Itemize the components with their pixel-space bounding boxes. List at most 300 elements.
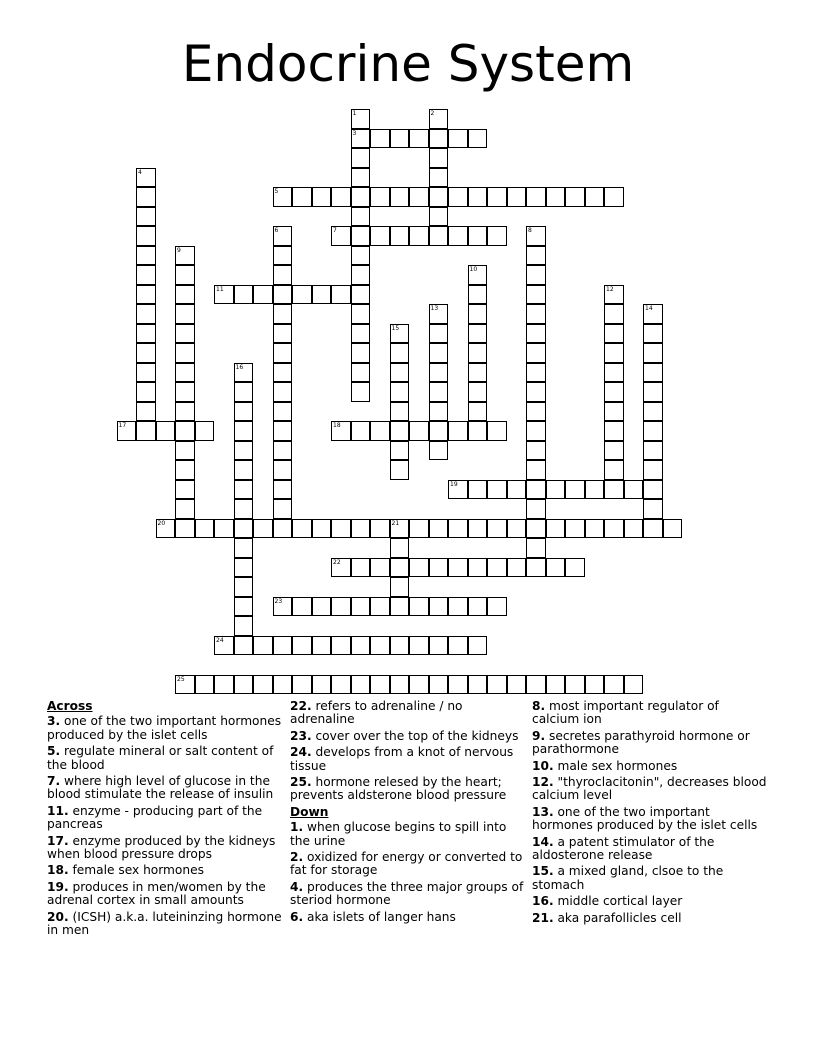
grid-cell[interactable] xyxy=(487,558,507,578)
grid-cell[interactable] xyxy=(136,285,156,305)
grid-cell[interactable] xyxy=(273,343,293,363)
grid-cell[interactable] xyxy=(351,109,371,129)
grid-cell[interactable] xyxy=(526,343,546,363)
grid-cell[interactable] xyxy=(643,402,663,422)
grid-cell[interactable] xyxy=(273,499,293,519)
grid-cell[interactable] xyxy=(429,363,449,383)
grid-cell[interactable] xyxy=(468,343,488,363)
grid-cell[interactable] xyxy=(136,265,156,285)
grid-cell[interactable] xyxy=(448,558,468,578)
grid-cell[interactable] xyxy=(448,421,468,441)
grid-cell[interactable] xyxy=(370,421,390,441)
grid-cell[interactable] xyxy=(273,187,293,207)
grid-cell[interactable] xyxy=(234,499,254,519)
grid-cell[interactable] xyxy=(273,363,293,383)
grid-cell[interactable] xyxy=(429,597,449,617)
grid-cell[interactable] xyxy=(468,519,488,539)
grid-cell[interactable] xyxy=(643,460,663,480)
grid-cell[interactable] xyxy=(526,421,546,441)
grid-cell[interactable] xyxy=(468,636,488,656)
grid-cell[interactable] xyxy=(312,636,332,656)
grid-cell[interactable] xyxy=(604,343,624,363)
grid-cell[interactable] xyxy=(273,441,293,461)
grid-cell[interactable] xyxy=(643,324,663,344)
grid-cell[interactable] xyxy=(390,441,410,461)
grid-cell[interactable] xyxy=(234,519,254,539)
grid-cell[interactable] xyxy=(234,538,254,558)
grid-cell[interactable] xyxy=(604,285,624,305)
grid-cell[interactable] xyxy=(448,519,468,539)
grid-cell[interactable] xyxy=(234,363,254,383)
grid-cell[interactable] xyxy=(624,480,644,500)
grid-cell[interactable] xyxy=(604,187,624,207)
grid-cell[interactable] xyxy=(175,382,195,402)
grid-cell[interactable] xyxy=(643,441,663,461)
grid-cell[interactable] xyxy=(370,597,390,617)
grid-cell[interactable] xyxy=(351,519,371,539)
grid-cell[interactable] xyxy=(390,363,410,383)
grid-cell[interactable] xyxy=(624,519,644,539)
grid-cell[interactable] xyxy=(312,187,332,207)
grid-cell[interactable] xyxy=(292,519,312,539)
grid-cell[interactable] xyxy=(487,519,507,539)
grid-cell[interactable] xyxy=(136,207,156,227)
grid-cell[interactable] xyxy=(351,597,371,617)
grid-cell[interactable] xyxy=(643,382,663,402)
grid-cell[interactable] xyxy=(273,382,293,402)
grid-cell[interactable] xyxy=(370,226,390,246)
grid-cell[interactable] xyxy=(351,187,371,207)
grid-cell[interactable] xyxy=(156,421,176,441)
grid-cell[interactable] xyxy=(331,675,351,695)
grid-cell[interactable] xyxy=(390,460,410,480)
grid-cell[interactable] xyxy=(468,129,488,149)
grid-cell[interactable] xyxy=(370,558,390,578)
grid-cell[interactable] xyxy=(429,441,449,461)
grid-cell[interactable] xyxy=(351,558,371,578)
grid-cell[interactable] xyxy=(351,265,371,285)
grid-cell[interactable] xyxy=(214,285,234,305)
grid-cell[interactable] xyxy=(643,480,663,500)
grid-cell[interactable] xyxy=(214,519,234,539)
grid-cell[interactable] xyxy=(429,304,449,324)
grid-cell[interactable] xyxy=(643,343,663,363)
grid-cell[interactable] xyxy=(526,226,546,246)
grid-cell[interactable] xyxy=(331,519,351,539)
grid-cell[interactable] xyxy=(312,675,332,695)
grid-cell[interactable] xyxy=(234,636,254,656)
grid-cell[interactable] xyxy=(175,343,195,363)
grid-cell[interactable] xyxy=(390,343,410,363)
grid-cell[interactable] xyxy=(468,402,488,422)
grid-cell[interactable] xyxy=(195,421,215,441)
grid-cell[interactable] xyxy=(429,382,449,402)
grid-cell[interactable] xyxy=(234,285,254,305)
grid-cell[interactable] xyxy=(604,324,624,344)
grid-cell[interactable] xyxy=(175,363,195,383)
grid-cell[interactable] xyxy=(409,421,429,441)
grid-cell[interactable] xyxy=(175,324,195,344)
grid-cell[interactable] xyxy=(585,187,605,207)
grid-cell[interactable] xyxy=(234,402,254,422)
grid-cell[interactable] xyxy=(136,343,156,363)
grid-cell[interactable] xyxy=(351,285,371,305)
grid-cell[interactable] xyxy=(351,421,371,441)
grid-cell[interactable] xyxy=(507,187,527,207)
grid-cell[interactable] xyxy=(429,402,449,422)
grid-cell[interactable] xyxy=(331,421,351,441)
grid-cell[interactable] xyxy=(429,207,449,227)
grid-cell[interactable] xyxy=(331,285,351,305)
grid-cell[interactable] xyxy=(273,226,293,246)
grid-cell[interactable] xyxy=(546,558,566,578)
grid-cell[interactable] xyxy=(390,421,410,441)
grid-cell[interactable] xyxy=(409,519,429,539)
grid-cell[interactable] xyxy=(234,441,254,461)
grid-cell[interactable] xyxy=(585,519,605,539)
grid-cell[interactable] xyxy=(585,480,605,500)
grid-cell[interactable] xyxy=(468,187,488,207)
grid-cell[interactable] xyxy=(136,402,156,422)
grid-cell[interactable] xyxy=(663,519,683,539)
grid-cell[interactable] xyxy=(390,636,410,656)
grid-cell[interactable] xyxy=(234,421,254,441)
grid-cell[interactable] xyxy=(253,636,273,656)
grid-cell[interactable] xyxy=(351,343,371,363)
clue-item-number: 7. xyxy=(47,774,61,789)
grid-cell[interactable] xyxy=(351,207,371,227)
grid-cell[interactable] xyxy=(273,460,293,480)
grid-cell[interactable] xyxy=(526,382,546,402)
grid-cell[interactable] xyxy=(175,285,195,305)
grid-cell[interactable] xyxy=(429,343,449,363)
grid-cell[interactable] xyxy=(526,499,546,519)
grid-cell[interactable] xyxy=(175,519,195,539)
grid-cell[interactable] xyxy=(526,187,546,207)
grid-cell[interactable] xyxy=(390,324,410,344)
clue-item-number: 24. xyxy=(290,745,312,760)
grid-cell[interactable] xyxy=(507,480,527,500)
grid-cell[interactable] xyxy=(312,519,332,539)
grid-cell[interactable] xyxy=(273,246,293,266)
grid-cell[interactable] xyxy=(273,402,293,422)
grid-cell[interactable] xyxy=(643,499,663,519)
grid-cell[interactable] xyxy=(370,675,390,695)
clue-item-text: a patent stimulator of the aldosterone release xyxy=(532,834,715,863)
grid-cell[interactable] xyxy=(273,324,293,344)
grid-cell[interactable] xyxy=(526,324,546,344)
grid-cell[interactable] xyxy=(136,363,156,383)
grid-cell[interactable] xyxy=(331,226,351,246)
grid-cell[interactable] xyxy=(136,246,156,266)
grid-cell[interactable] xyxy=(253,519,273,539)
grid-cell[interactable] xyxy=(331,636,351,656)
grid-cell[interactable] xyxy=(234,558,254,578)
grid-cell[interactable] xyxy=(546,519,566,539)
grid-cell[interactable] xyxy=(136,304,156,324)
grid-cell[interactable] xyxy=(390,129,410,149)
grid-cell[interactable] xyxy=(526,285,546,305)
grid-cell[interactable] xyxy=(429,324,449,344)
grid-cell[interactable] xyxy=(429,168,449,188)
grid-cell[interactable] xyxy=(273,675,293,695)
grid-cell[interactable] xyxy=(390,675,410,695)
grid-cell[interactable] xyxy=(175,480,195,500)
grid-cell[interactable] xyxy=(526,304,546,324)
grid-cell[interactable] xyxy=(468,363,488,383)
grid-cell[interactable] xyxy=(526,265,546,285)
grid-cell[interactable] xyxy=(390,226,410,246)
grid-cell[interactable] xyxy=(526,675,546,695)
grid-cell[interactable] xyxy=(526,538,546,558)
grid-cell[interactable] xyxy=(429,421,449,441)
grid-cell[interactable] xyxy=(468,597,488,617)
grid-cell[interactable] xyxy=(565,519,585,539)
grid-cell[interactable] xyxy=(409,129,429,149)
grid-cell[interactable] xyxy=(175,402,195,422)
grid-cell[interactable] xyxy=(565,480,585,500)
grid-cell[interactable] xyxy=(507,519,527,539)
grid-cell[interactable] xyxy=(234,675,254,695)
grid-cell[interactable] xyxy=(448,226,468,246)
grid-cell[interactable] xyxy=(156,519,176,539)
grid-cell[interactable] xyxy=(604,363,624,383)
grid-cell[interactable] xyxy=(175,499,195,519)
grid-cell[interactable] xyxy=(487,421,507,441)
grid-cell[interactable] xyxy=(448,129,468,149)
clue-number: 10 xyxy=(469,266,478,273)
grid-cell[interactable] xyxy=(526,480,546,500)
grid-cell[interactable] xyxy=(195,519,215,539)
grid-cell[interactable] xyxy=(604,519,624,539)
grid-cell[interactable] xyxy=(604,304,624,324)
grid-cell[interactable] xyxy=(546,187,566,207)
grid-cell[interactable] xyxy=(234,597,254,617)
grid-cell[interactable] xyxy=(507,675,527,695)
grid-cell[interactable] xyxy=(273,285,293,305)
grid-cell[interactable] xyxy=(643,363,663,383)
grid-cell[interactable] xyxy=(643,421,663,441)
grid-cell[interactable] xyxy=(604,382,624,402)
grid-cell[interactable] xyxy=(429,148,449,168)
grid-cell[interactable] xyxy=(175,246,195,266)
grid-cell[interactable] xyxy=(526,519,546,539)
grid-cell[interactable] xyxy=(351,304,371,324)
grid-cell[interactable] xyxy=(468,558,488,578)
grid-cell[interactable] xyxy=(604,421,624,441)
grid-cell[interactable] xyxy=(604,675,624,695)
grid-cell[interactable] xyxy=(351,168,371,188)
grid-cell[interactable] xyxy=(546,480,566,500)
grid-cell[interactable] xyxy=(195,675,215,695)
grid-cell[interactable] xyxy=(448,597,468,617)
grid-cell[interactable] xyxy=(175,675,195,695)
grid-cell[interactable] xyxy=(526,460,546,480)
grid-cell[interactable] xyxy=(234,577,254,597)
grid-cell[interactable] xyxy=(331,558,351,578)
grid-cell[interactable] xyxy=(390,597,410,617)
grid-cell[interactable] xyxy=(468,265,488,285)
grid-cell[interactable] xyxy=(468,382,488,402)
grid-cell[interactable] xyxy=(351,148,371,168)
grid-cell[interactable] xyxy=(214,636,234,656)
grid-cell[interactable] xyxy=(487,597,507,617)
grid-cell[interactable] xyxy=(429,226,449,246)
clue-item-text: "thyroclacitonin", decreases blood calcium level xyxy=(532,775,767,803)
grid-cell[interactable] xyxy=(273,480,293,500)
grid-cell[interactable] xyxy=(565,187,585,207)
grid-cell[interactable] xyxy=(390,402,410,422)
grid-cell[interactable] xyxy=(390,382,410,402)
grid-cell[interactable] xyxy=(468,421,488,441)
grid-cell[interactable] xyxy=(487,480,507,500)
grid-cell[interactable] xyxy=(429,519,449,539)
grid-cell[interactable] xyxy=(273,304,293,324)
grid-cell[interactable] xyxy=(409,675,429,695)
grid-cell[interactable] xyxy=(390,558,410,578)
grid-cell[interactable] xyxy=(273,636,293,656)
grid-cell[interactable] xyxy=(546,675,566,695)
grid-cell[interactable] xyxy=(448,675,468,695)
grid-cell[interactable] xyxy=(390,577,410,597)
grid-cell[interactable] xyxy=(526,558,546,578)
clue-item xyxy=(532,865,768,892)
grid-cell[interactable] xyxy=(468,324,488,344)
grid-cell[interactable] xyxy=(331,597,351,617)
grid-cell[interactable] xyxy=(468,285,488,305)
grid-cell[interactable] xyxy=(448,480,468,500)
grid-cell[interactable] xyxy=(468,304,488,324)
grid-cell[interactable] xyxy=(351,226,371,246)
grid-cell[interactable] xyxy=(175,441,195,461)
grid-cell[interactable] xyxy=(390,519,410,539)
grid-cell[interactable] xyxy=(487,226,507,246)
grid-cell[interactable] xyxy=(117,421,137,441)
grid-cell[interactable] xyxy=(370,187,390,207)
grid-cell[interactable] xyxy=(175,460,195,480)
grid-cell[interactable] xyxy=(448,636,468,656)
grid-cell[interactable] xyxy=(234,480,254,500)
grid-cell[interactable] xyxy=(604,480,624,500)
grid-cell[interactable] xyxy=(565,675,585,695)
grid-cell[interactable] xyxy=(526,246,546,266)
grid-cell[interactable] xyxy=(604,441,624,461)
grid-cell[interactable] xyxy=(409,226,429,246)
grid-cell[interactable] xyxy=(175,304,195,324)
grid-cell[interactable] xyxy=(624,675,644,695)
grid-cell[interactable] xyxy=(214,675,234,695)
grid-cell[interactable] xyxy=(253,675,273,695)
grid-cell[interactable] xyxy=(234,616,254,636)
grid-cell[interactable] xyxy=(390,538,410,558)
clues-column-3 xyxy=(532,700,768,928)
grid-cell[interactable] xyxy=(136,168,156,188)
grid-cell[interactable] xyxy=(409,187,429,207)
grid-cell[interactable] xyxy=(175,265,195,285)
grid-cell[interactable] xyxy=(604,402,624,422)
clue-item xyxy=(532,912,768,925)
grid-cell[interactable] xyxy=(526,441,546,461)
grid-cell[interactable] xyxy=(370,129,390,149)
grid-cell[interactable] xyxy=(585,675,605,695)
grid-cell[interactable] xyxy=(468,480,488,500)
grid-cell[interactable] xyxy=(234,382,254,402)
grid-cell[interactable] xyxy=(429,675,449,695)
grid-cell[interactable] xyxy=(409,558,429,578)
grid-cell[interactable] xyxy=(292,636,312,656)
grid-cell[interactable] xyxy=(331,187,351,207)
grid-cell[interactable] xyxy=(273,519,293,539)
grid-cell[interactable] xyxy=(643,304,663,324)
grid-cell[interactable] xyxy=(351,636,371,656)
grid-cell[interactable] xyxy=(487,187,507,207)
grid-cell[interactable] xyxy=(351,324,371,344)
grid-cell[interactable] xyxy=(448,187,468,207)
grid-cell[interactable] xyxy=(273,265,293,285)
grid-cell[interactable] xyxy=(526,402,546,422)
grid-cell[interactable] xyxy=(253,285,273,305)
clue-item-number: 15. xyxy=(532,864,554,879)
grid-cell[interactable] xyxy=(292,675,312,695)
grid-cell[interactable] xyxy=(273,597,293,617)
clue-number: 7 xyxy=(333,227,337,234)
grid-cell[interactable] xyxy=(565,558,585,578)
grid-cell[interactable] xyxy=(312,597,332,617)
grid-cell[interactable] xyxy=(292,187,312,207)
grid-cell[interactable] xyxy=(351,382,371,402)
grid-cell[interactable] xyxy=(136,324,156,344)
grid-cell[interactable] xyxy=(273,421,293,441)
grid-cell[interactable] xyxy=(351,363,371,383)
grid-cell[interactable] xyxy=(136,226,156,246)
grid-cell[interactable] xyxy=(136,187,156,207)
grid-cell[interactable] xyxy=(370,636,390,656)
grid-cell[interactable] xyxy=(604,460,624,480)
grid-cell[interactable] xyxy=(429,129,449,149)
grid-cell[interactable] xyxy=(351,129,371,149)
grid-cell[interactable] xyxy=(136,421,156,441)
grid-cell[interactable] xyxy=(370,519,390,539)
grid-cell[interactable] xyxy=(351,246,371,266)
clue-item xyxy=(290,776,526,803)
grid-cell[interactable] xyxy=(468,226,488,246)
grid-cell[interactable] xyxy=(312,285,332,305)
grid-cell[interactable] xyxy=(429,109,449,129)
grid-cell[interactable] xyxy=(468,675,488,695)
clue-number: 22 xyxy=(333,558,341,566)
grid-cell[interactable] xyxy=(292,597,312,617)
grid-cell[interactable] xyxy=(429,187,449,207)
grid-cell[interactable] xyxy=(429,636,449,656)
grid-cell[interactable] xyxy=(643,519,663,539)
grid-cell[interactable] xyxy=(136,382,156,402)
grid-cell[interactable] xyxy=(409,636,429,656)
clue-number: 12 xyxy=(606,285,614,293)
clue-item xyxy=(532,806,768,833)
grid-cell[interactable] xyxy=(409,597,429,617)
clue-item xyxy=(290,911,526,924)
clue-item xyxy=(47,775,283,802)
grid-cell[interactable] xyxy=(234,460,254,480)
grid-cell[interactable] xyxy=(175,421,195,441)
grid-cell[interactable] xyxy=(526,363,546,383)
grid-cell[interactable] xyxy=(351,675,371,695)
grid-cell[interactable] xyxy=(292,285,312,305)
grid-cell[interactable] xyxy=(507,558,527,578)
grid-cell[interactable] xyxy=(487,675,507,695)
grid-cell[interactable] xyxy=(429,558,449,578)
grid-cell[interactable] xyxy=(390,187,410,207)
